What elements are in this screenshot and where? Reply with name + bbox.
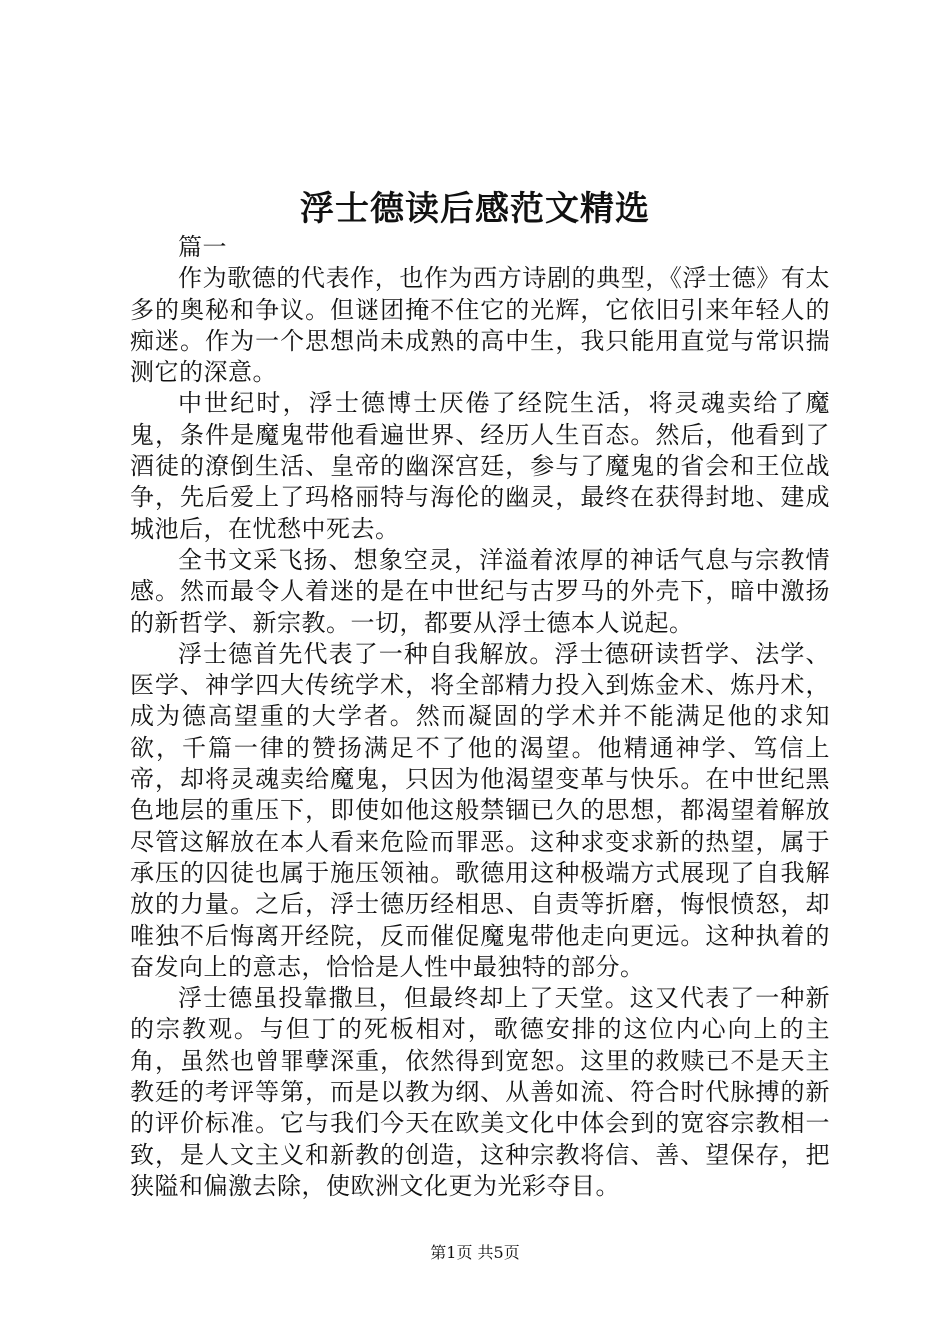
page-footer: 第1页 共5页 (430, 1243, 520, 1262)
paragraph-3: 全书文采飞扬、想象空灵，洋溢着浓厚的神话气息与宗教情感。然而最令人着迷的是在中世纪与古罗马的外壳下，暗中激扬的新哲学、新宗教。一切，都要从浮士德本人说起。 (130, 545, 830, 637)
paragraph-4: 浮士德首先代表了一种自我解放。浮士德研读哲学、法学、医学、神学四大传统学术，将全部精力投入到炼金术、炼丹术，成为德高望重的大学者。然而凝固的学术并不能满足他的求知欲，千篇一律的赞扬满足不了他的渴望。他精通神学、笃信上帝，却将灵魂卖给魔鬼，只因为他渴望变革与快乐。在中世纪黑色地层的重压下，即使如他这般禁锢已久的思想，都渴望着解放尽管这解放在本人看来危险而罪恶。这种求变求新的热望，属于承压的囚徒也属于施压领袖。歌德用这种极端方式展现了自我解放的力量。之后，浮士德历经相思、自责等折磨，悔恨愤怒，却唯独不后悔离开经院，反而催促魔鬼带他走向更远。这种执着的奋发向上的意志，恰恰是人性中最独特的部分。 (130, 639, 830, 981)
paragraph-5: 浮士德虽投靠撒旦，但最终却上了天堂。这又代表了一种新的宗教观。与但丁的死板相对，歌德安排的这位内心向上的主角，虽然也曾罪孽深重，依然得到宽恕。这里的救赎已不是天主教廷的考评等第，而是以教为纲、从善如流、符合时代脉搏的新的评价标准。它与我们今天在欧美文化中体会到的宽容宗教相一致，是人文主义和新教的创造，这种宗教将信、善、望保存，把狭隘和偏激去除，使欧洲文化更为光彩夺目。 (130, 984, 830, 1200)
section-label: 篇一 (178, 233, 227, 261)
document-body (130, 232, 830, 1202)
document-title: 浮士德读后感范文精选 (300, 189, 650, 229)
paragraph-1: 作为歌德的代表作，也作为西方诗剧的典型，《浮士德》有太多的奥秘和争议。但谜团掩不住它的光辉，它依旧引来年轻人的痴迷。作为一个思想尚未成熟的高中生，我只能用直觉与常识揣测它的深意。 (130, 264, 830, 387)
paragraph-2: 中世纪时，浮士德博士厌倦了经院生活，将灵魂卖给了魔鬼，条件是魔鬼带他看遍世界、经历人生百态。然后，他看到了酒徒的潦倒生活、皇帝的幽深宫廷，参与了魔鬼的省会和王位战争，先后爱上了玛格丽特与海伦的幽灵，最终在获得封地、建成城池后，在忧愁中死去。 (130, 389, 830, 543)
